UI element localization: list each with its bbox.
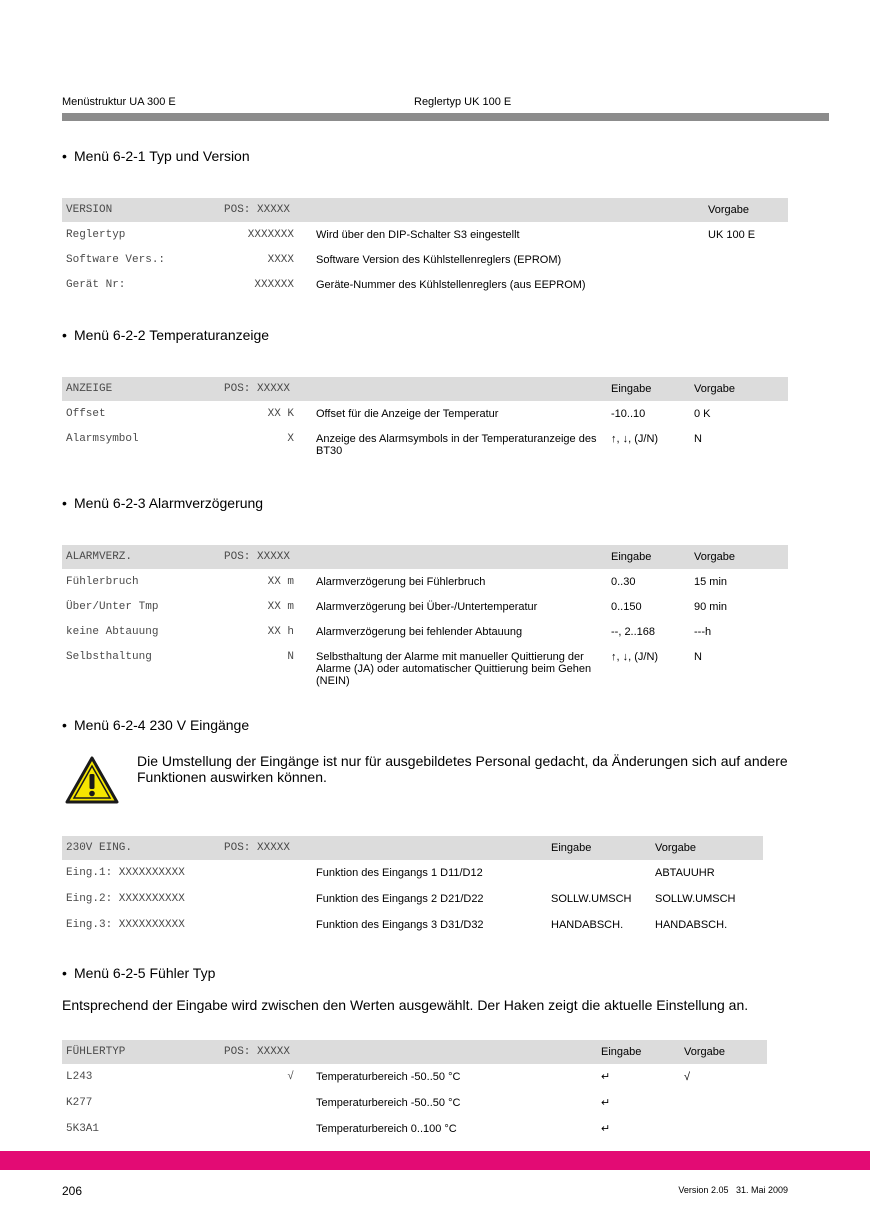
section-title: • Menü 6-2-5 Fühler Typ — [62, 965, 216, 981]
table-cell: HANDABSCH. — [551, 919, 624, 931]
header-left: Menüstruktur UA 300 E — [62, 96, 176, 108]
version-date: Version 2.05 31. Mai 2009 — [678, 1185, 788, 1195]
table-cell: Alarmsymbol — [66, 433, 139, 445]
table-row — [62, 272, 788, 297]
header-center: Reglertyp UK 100 E — [414, 96, 512, 108]
table-cell: XX h — [267, 626, 294, 638]
table-cell: Über/Unter Tmp — [66, 601, 159, 613]
table-header-cell: POS: XXXXX — [222, 836, 302, 860]
fuehlertyp-table — [62, 1040, 767, 1142]
table-cell: Eing.2: XXXXXXXXXX — [66, 893, 185, 905]
table-row — [62, 569, 788, 594]
table-cell: keine Abtauung — [66, 626, 159, 638]
section-title-text: Menü 6-2-4 230 V Eingänge — [74, 717, 250, 733]
alarmverz-table — [62, 545, 788, 692]
table-header-row — [62, 198, 788, 222]
table-cell — [708, 247, 788, 272]
table-cell: 0..150 — [611, 601, 642, 613]
table-header-cell: Eingabe — [551, 836, 655, 860]
table-cell: Alarmverzögerung bei fehlender Abtauung — [316, 626, 523, 638]
table-cell: X — [287, 433, 294, 445]
table-cell: Geräte-Nummer des Kühlstellenreglers (aus EEPROM) — [316, 279, 586, 291]
table-cell: ↵ — [601, 1123, 611, 1135]
table-cell: XX m — [267, 576, 294, 588]
table-header-cell — [302, 377, 611, 401]
intro-text: Entsprechend der Eingabe wird zwischen den Werten ausgewählt. Der Haken zeigt die aktuelle Einstellung an. — [62, 997, 749, 1013]
table-cell: XX K — [267, 408, 294, 420]
table-cell: Anzeige des Alarmsymbols in der Temperaturanzeige des BT30 — [316, 433, 597, 457]
table-cell: 5K3A1 — [66, 1123, 100, 1135]
table-header-cell: POS: XXXXX — [222, 198, 302, 222]
table-cell: 15 min — [694, 576, 728, 588]
table-header-cell: Eingabe — [601, 1040, 684, 1064]
table-header-cell — [302, 545, 611, 569]
table-header-cell: VERSION — [62, 198, 222, 222]
table-cell: N — [694, 433, 702, 445]
section-title-text: Menü 6-2-5 Fühler Typ — [74, 965, 216, 981]
table-cell: Software Vers.: — [66, 254, 166, 266]
table-cell: Temperaturbereich -50..50 °C — [316, 1097, 461, 1109]
table-cell: XX m — [267, 601, 294, 613]
table-cell: Software Version des Kühlstellenreglers (EPROM) — [316, 254, 562, 266]
table-cell: --, 2..168 — [611, 626, 656, 638]
table-cell: Offset für die Anzeige der Temperatur — [316, 408, 499, 420]
table-cell: ↵ — [601, 1071, 611, 1083]
table-cell: ---h — [694, 626, 712, 638]
table-header-cell: POS: XXXXX — [222, 377, 302, 401]
table-row — [62, 247, 788, 272]
table-header-cell: FÜHLERTYP — [62, 1040, 222, 1064]
table-cell: ↵ — [601, 1097, 611, 1109]
section-title: • Menü 6-2-3 Alarmverzögerung — [62, 495, 264, 511]
table-header-cell: Eingabe — [611, 377, 694, 401]
table-cell: 0 K — [694, 408, 711, 420]
section-title-text: Menü 6-2-2 Temperaturanzeige — [74, 327, 270, 343]
table-cell: Alarmverzögerung bei Fühlerbruch — [316, 576, 486, 588]
table-row — [62, 886, 763, 912]
table-header-cell: POS: XXXXX — [222, 545, 302, 569]
table-header-cell: Vorgabe — [694, 545, 788, 569]
table-header-cell: Vorgabe — [655, 836, 763, 860]
table-header-cell: Vorgabe — [684, 1040, 767, 1064]
table-cell: Eing.3: XXXXXXXXXX — [66, 919, 185, 931]
table-cell: L243 — [66, 1071, 93, 1083]
table-row — [62, 222, 788, 247]
table-cell: Funktion des Eingangs 3 D31/D32 — [316, 919, 484, 931]
table-cell — [684, 1116, 767, 1142]
table-row — [62, 1090, 767, 1116]
table-header-row — [62, 545, 788, 569]
eingaenge-table — [62, 836, 763, 938]
table-cell: XXXXXXX — [247, 229, 294, 241]
table-cell: Selbsthaltung der Alarme mit manueller Quittierung der Alarme (JA) oder automatischer Quittierung beim Gehen (NEIN) — [316, 651, 592, 687]
table-row — [62, 1064, 767, 1090]
warning-icon — [64, 755, 120, 805]
section-title: • Menü 6-2-1 Typ und Version — [62, 148, 250, 164]
table-cell: SOLLW.UMSCH — [655, 893, 736, 905]
table-cell: SOLLW.UMSCH — [551, 893, 632, 905]
table-cell: N — [287, 651, 294, 663]
table-row — [62, 619, 788, 644]
footer-bar — [0, 1151, 870, 1170]
table-cell: HANDABSCH. — [655, 919, 728, 931]
table-cell: Eing.1: XXXXXXXXXX — [66, 867, 185, 879]
table-cell — [684, 1090, 767, 1116]
table-header-row — [62, 1040, 767, 1064]
table-cell: Offset — [66, 408, 106, 420]
table-cell: Temperaturbereich -50..50 °C — [316, 1071, 461, 1083]
table-cell: ↑, ↓, (J/N) — [611, 433, 659, 445]
table-row — [62, 644, 788, 692]
table-cell: Selbsthaltung — [66, 651, 152, 663]
table-header-cell: Vorgabe — [694, 377, 788, 401]
table-header-cell — [302, 198, 708, 222]
table-cell: K277 — [66, 1097, 93, 1109]
table-cell: -10..10 — [611, 408, 646, 420]
table-cell: Fühlerbruch — [66, 576, 139, 588]
table-header-row — [62, 377, 788, 401]
table-header-cell: POS: XXXXX — [222, 1040, 302, 1064]
table-cell: XXXXXX — [254, 279, 294, 291]
header-bar — [62, 113, 829, 121]
table-cell — [222, 1116, 302, 1142]
anzeige-table — [62, 377, 788, 462]
table-row — [62, 860, 763, 886]
table-cell: Funktion des Eingangs 2 D21/D22 — [316, 893, 484, 905]
table-header-cell: ALARMVERZ. — [62, 545, 222, 569]
table-header-cell: Vorgabe — [708, 198, 788, 222]
table-cell — [708, 272, 788, 297]
table-cell: XXXX — [267, 254, 294, 266]
table-cell: ABTAUUHR — [655, 867, 715, 879]
table-cell: Reglertyp — [66, 229, 126, 241]
section-title: • Menü 6-2-4 230 V Eingänge — [62, 717, 250, 733]
version-table — [62, 198, 788, 297]
table-row — [62, 912, 763, 938]
table-header-cell — [302, 836, 551, 860]
table-cell: N — [694, 651, 702, 663]
table-cell: Wird über den DIP-Schalter S3 eingestellt — [316, 229, 520, 241]
table-cell: Funktion des Eingangs 1 D11/D12 — [316, 867, 483, 879]
table-cell: √ — [287, 1071, 294, 1083]
table-cell: Temperaturbereich 0..100 °C — [316, 1123, 457, 1135]
table-header-cell: ANZEIGE — [62, 377, 222, 401]
table-cell: ↑, ↓, (J/N) — [611, 651, 659, 663]
table-cell: Alarmverzögerung bei Über-/Untertemperatur — [316, 601, 538, 613]
table-row — [62, 401, 788, 426]
table-cell: √ — [684, 1071, 691, 1083]
table-cell: 90 min — [694, 601, 728, 613]
table-cell: 0..30 — [611, 576, 636, 588]
table-header-cell: 230V EING. — [62, 836, 222, 860]
table-header-row — [62, 836, 763, 860]
table-row — [62, 1116, 767, 1142]
table-header-cell — [302, 1040, 601, 1064]
table-row — [62, 594, 788, 619]
section-title-text: Menü 6-2-3 Alarmverzögerung — [74, 495, 264, 511]
table-cell: Gerät Nr: — [66, 279, 126, 291]
table-row — [62, 426, 788, 462]
table-cell — [222, 886, 302, 912]
table-cell — [222, 912, 302, 938]
table-header-cell: Eingabe — [611, 545, 694, 569]
page-number: 206 — [62, 1184, 83, 1198]
section-title: • Menü 6-2-2 Temperaturanzeige — [62, 327, 270, 343]
table-cell — [551, 860, 655, 886]
table-cell — [222, 860, 302, 886]
table-cell — [222, 1090, 302, 1116]
warning-text: Die Umstellung der Eingänge ist nur für ausgebildetes Personal gedacht, da Änderungen sich auf andere Funktionen auswirken können. — [137, 753, 788, 785]
section-title-text: Menü 6-2-1 Typ und Version — [74, 148, 250, 164]
table-cell: UK 100 E — [708, 229, 756, 241]
